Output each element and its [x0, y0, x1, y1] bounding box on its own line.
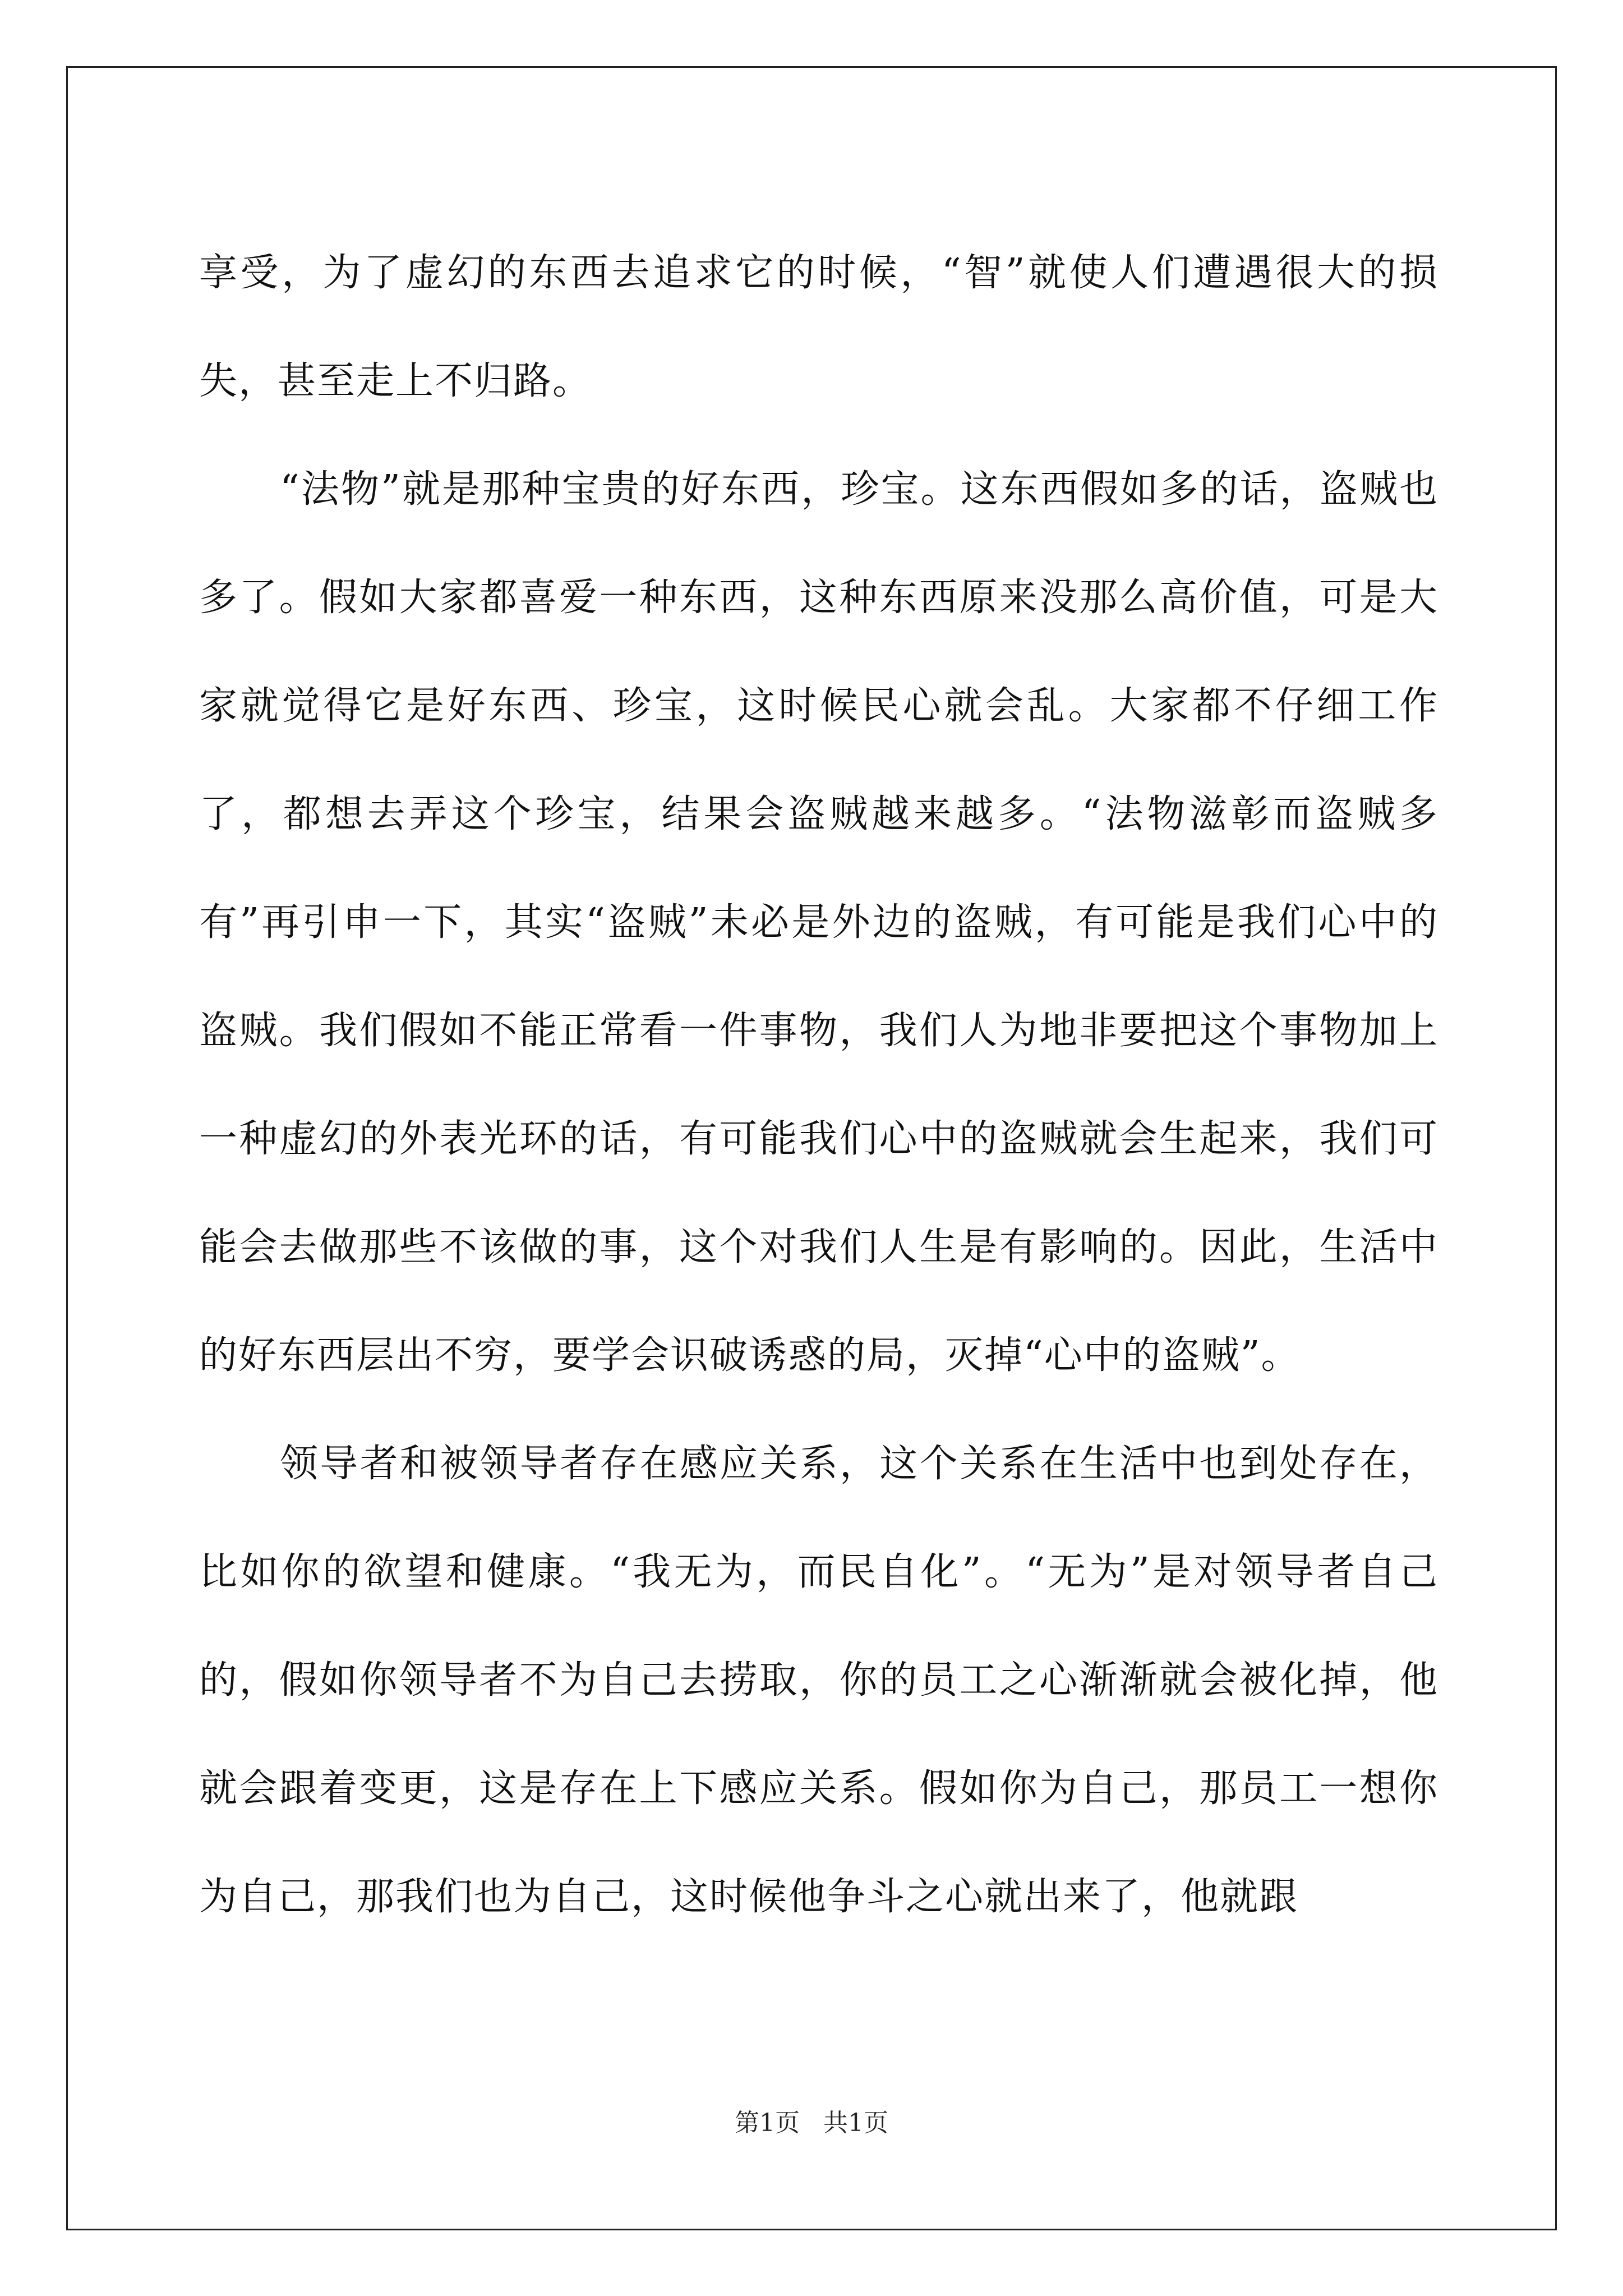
page-footer — [0, 2102, 1623, 2138]
paragraph-3: 领导者和被领导者存在感应关系，这个关系在生活中也到处存在，比如你的欲望和健康。“我无为，而民自化”。“无为”是对领导者自己的，假如你领导者不为自己去捞取，你的员工之心渐渐就会被化掉，他就会跟着变更，这是存在上下感应关系。假如你为自己，那员工一想你为自己，那我们也为自己，这时候他争斗之心就出来了，他就跟 — [199, 1442, 1438, 1919]
page-number: 第1页 — [735, 2109, 800, 2137]
page-total: 共1页 — [823, 2109, 888, 2137]
paragraph-2: “法物”就是那种宝贵的好东西，珍宝。这东西假如多的话，盗贼也多了。假如大家都喜爱一种东西，这种东西原来没那么高价值，可是大家就觉得它是好东西、珍宝，这时候民心就会乱。大家都不仔细工作了，都想去弄这个珍宝，结果会盗贼越来越多。“法物滋彰而盗贼多有”再引申一下，其实“盗贼”未必是外边的盗贼，有可能是我们心中的盗贼。我们假如不能正常看一件事物，我们人为地非要把这个事物加上一种虚幻的外表光环的话，有可能我们心中的盗贼就会生起来，我们可能会去做那些不该做的事，这个对我们人生是有影响的。因此，生活中的好东西层出不穷，要学会识破诱惑的局，灭掉“心中的盗贼”。 — [199, 467, 1438, 1378]
paragraph-1: 享受，为了虚幻的东西去追求它的时候，“智”就使人们遭遇很大的损失，甚至走上不归路。 — [199, 251, 1438, 403]
document-body — [199, 219, 1438, 1951]
